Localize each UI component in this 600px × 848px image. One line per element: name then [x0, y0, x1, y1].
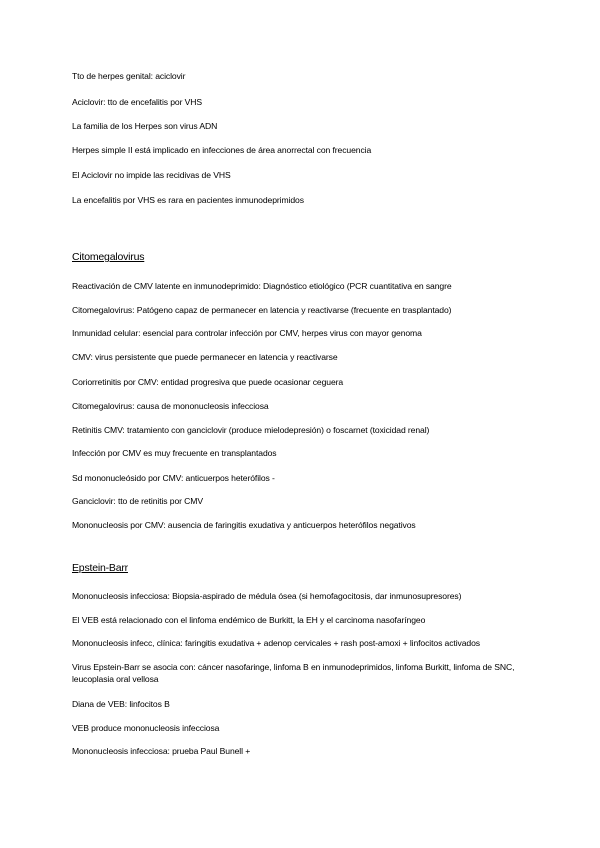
ebv-line: Mononucleosis infecciosa: prueba Paul Bunell + — [72, 746, 251, 756]
cmv-line: CMV: virus persistente que puede permanecer en latencia y reactivarse — [72, 352, 338, 362]
herpes-line: La familia de los Herpes son virus ADN — [72, 121, 218, 131]
herpes-line: Aciclovir: tto de encefalitis por VHS — [72, 97, 203, 107]
herpes-line: Herpes simple II está implicado en infecciones de área anorrectal con frecuencia — [72, 145, 372, 155]
ebv-line: El VEB está relacionado con el linfoma endémico de Burkitt, la EH y el carcinoma nasofaríngeo — [72, 615, 426, 625]
cmv-line: Ganciclovir: tto de retinitis por CMV — [72, 496, 203, 506]
cmv-line: Retinitis CMV: tratamiento con ganciclovir (produce mielodepresión) o foscarnet (toxicidad renal) — [72, 425, 430, 435]
cmv-line: Citomegalovirus: causa de mononucleosis infecciosa — [72, 401, 269, 411]
cmv-line: Citomegalovirus: Patógeno capaz de permanecer en latencia y reactivarse (frecuente en trasplantado) — [72, 305, 452, 315]
cmv-line: Reactivación de CMV latente en inmunodeprimido: Diagnóstico etiológico (PCR cuantitativa en sangre — [72, 281, 452, 291]
cmv-line: Sd mononucleósido por CMV: anticuerpos heterófilos - — [72, 473, 275, 483]
cmv-line: Mononucleosis por CMV: ausencia de faringitis exudativa y anticuerpos heterófilos negativos — [72, 520, 416, 530]
herpes-line: Tto de herpes genital: aciclovir — [72, 71, 186, 81]
ebv-line: Virus Epstein-Barr se asocia con: cáncer nasofaringe, linfoma B en inmunodeprimidos, linfoma Burkitt, linfoma de SNC, leucoplasia oral vellosa — [72, 662, 515, 684]
section-heading-cmv: Citomegalovirus — [72, 251, 145, 263]
herpes-line: La encefalitis por VHS es rara en pacientes inmunodeprimidos — [72, 195, 304, 205]
herpes-line: El Aciclovir no impide las recidivas de VHS — [72, 170, 231, 180]
ebv-line: VEB produce mononucleosis infecciosa — [72, 723, 220, 733]
ebv-line: Mononucleosis infecciosa: Biopsia-aspirado de médula ósea (si hemofagocitosis, dar inmunosupresores) — [72, 591, 462, 601]
ebv-line: Mononucleosis infecc, clínica: faringitis exudativa + adenop cervicales + rash post-amoxi + linfocitos activados — [72, 638, 480, 648]
ebv-line: Diana de VEB: linfocitos B — [72, 699, 170, 709]
cmv-line: Coriorretinitis por CMV: entidad progresiva que puede ocasionar ceguera — [72, 377, 344, 387]
cmv-line: Inmunidad celular: esencial para controlar infección por CMV, herpes virus con mayor genoma — [72, 328, 422, 338]
cmv-line: Infección por CMV es muy frecuente en transplantados — [72, 448, 277, 458]
section-heading-ebv: Epstein-Barr — [72, 562, 128, 574]
